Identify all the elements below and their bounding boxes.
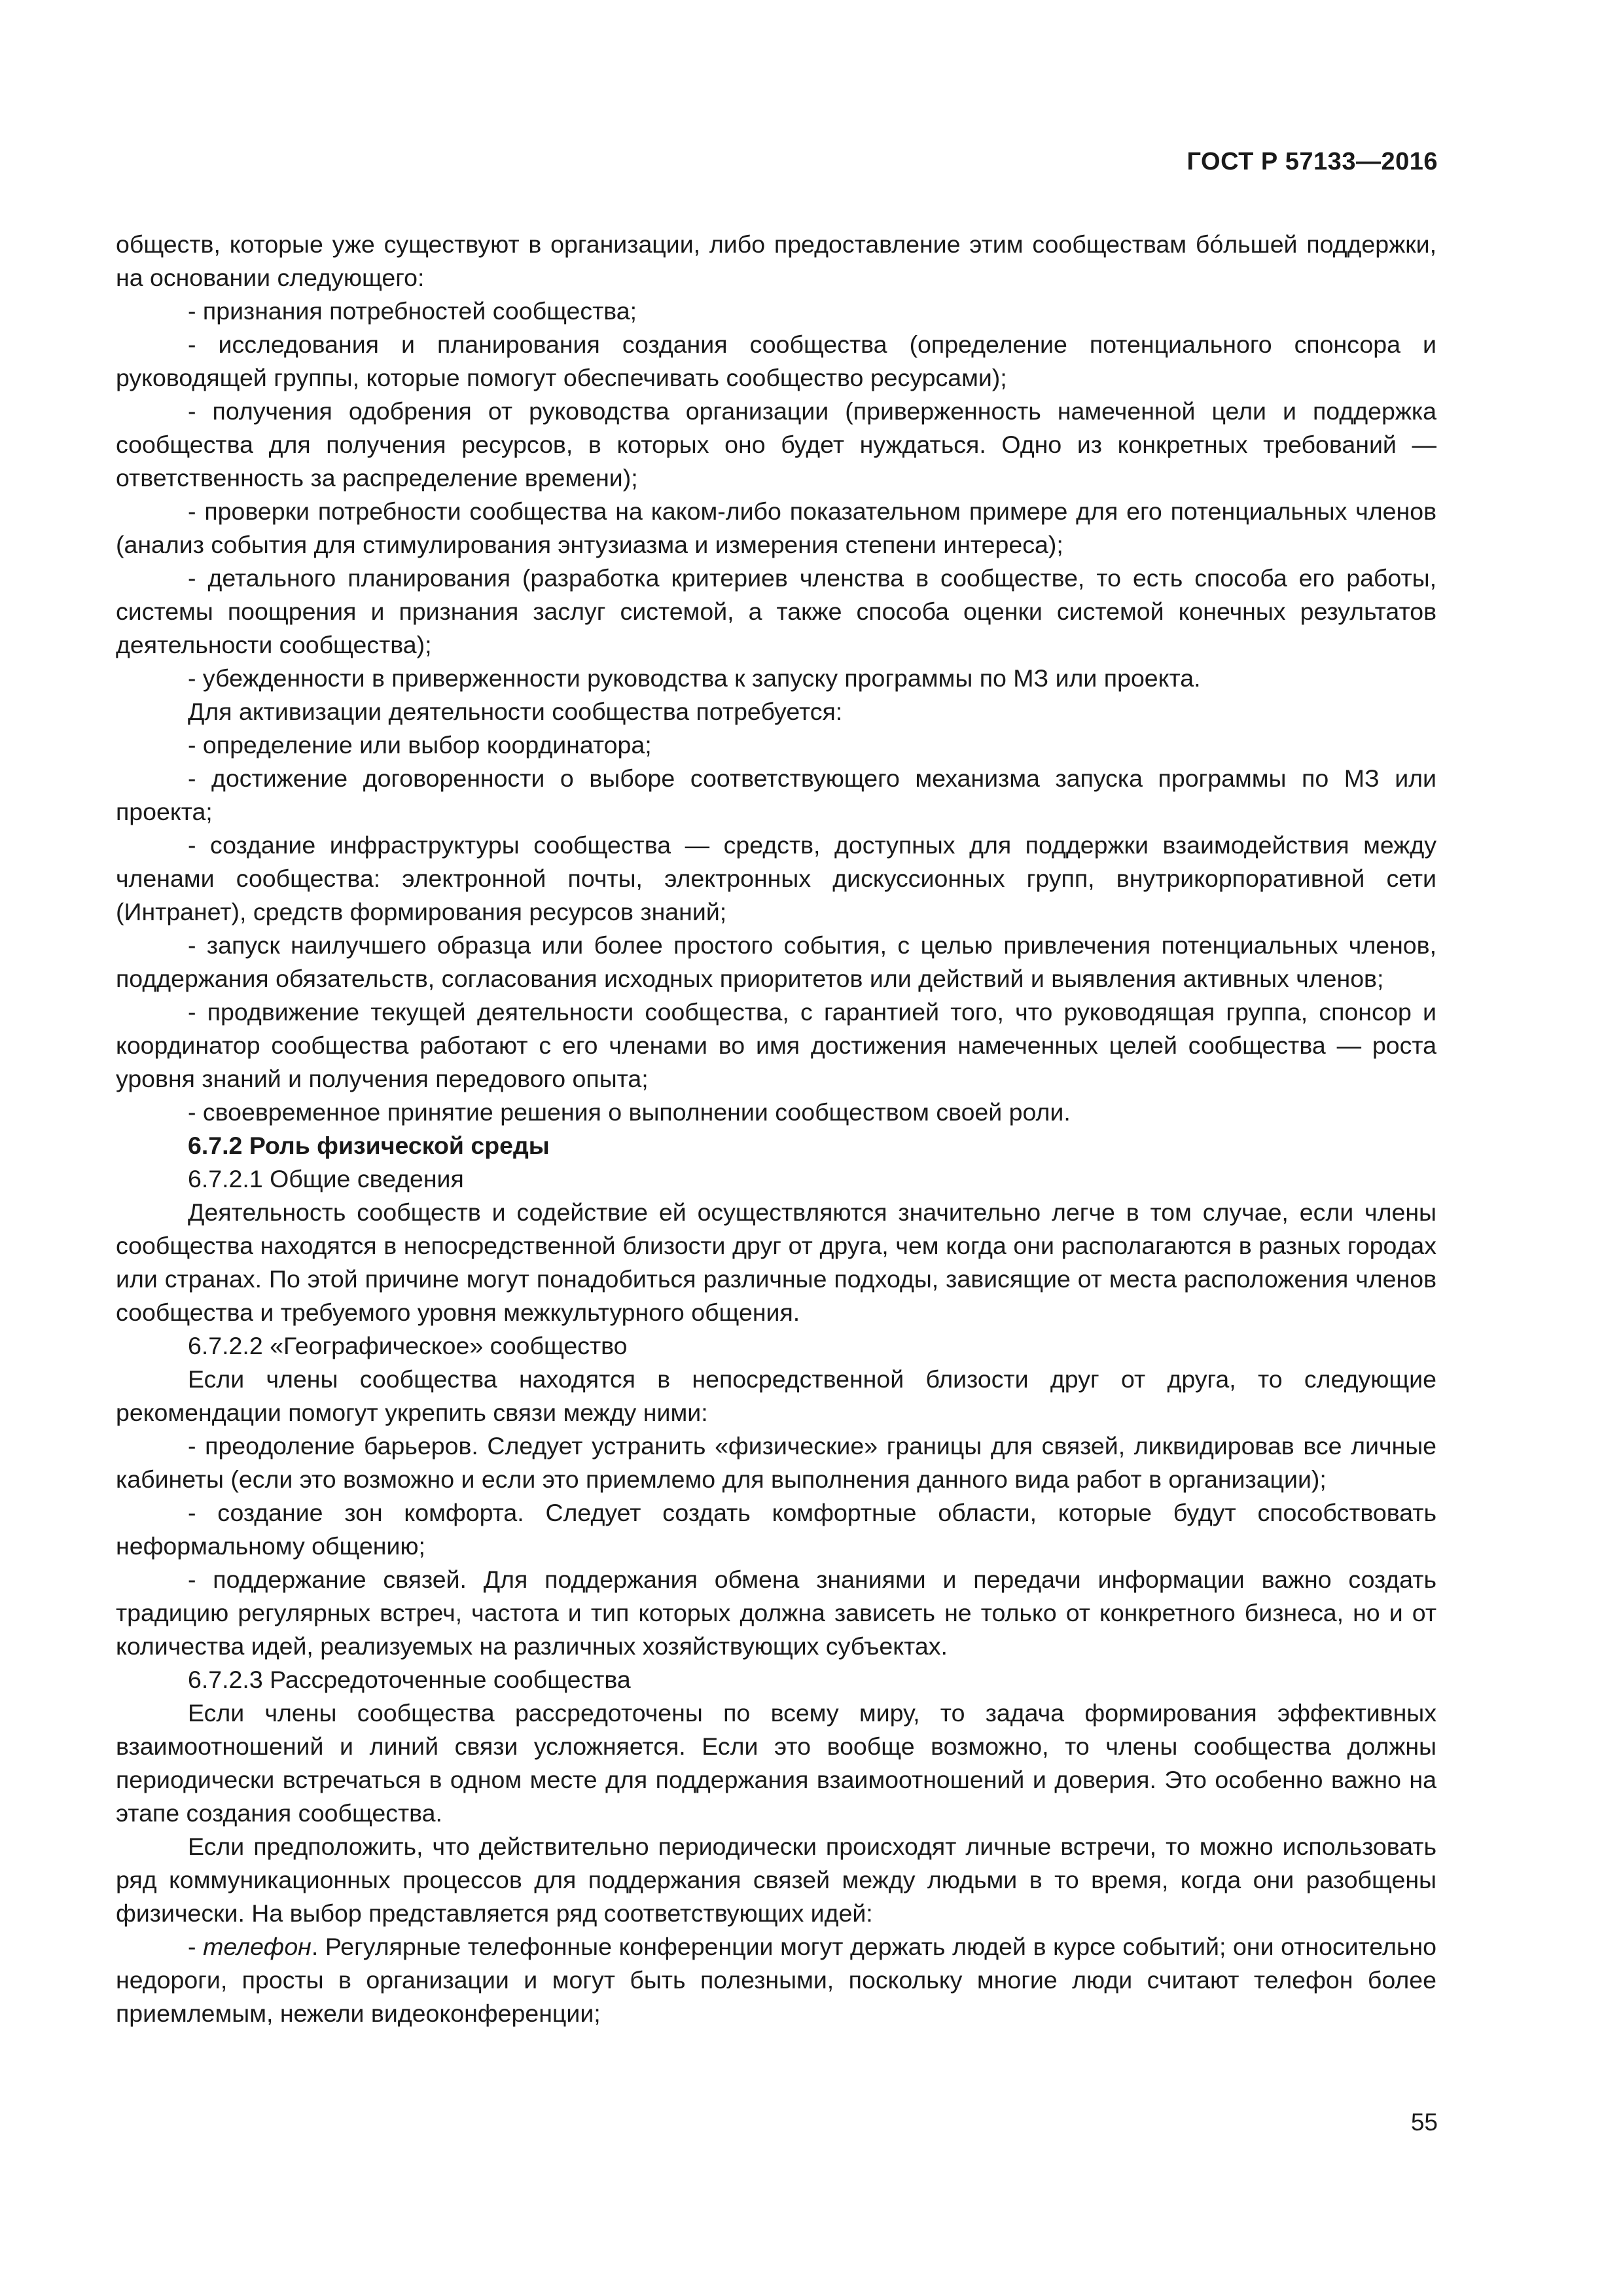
- list-item: - детального планирования (разработка критериев членства в сообществе, то есть способа его работы, системы поощрения и признания заслуг системой, а также способа оценки системой конечных результатов деятельности сообщества);: [116, 564, 1436, 658]
- list-item: - преодоление барьеров. Следует устранить «физические» границы для связей, ликвидировав все личные кабинеты (если это возможно и если это приемлемо для выполнения данного вида работ в организации);: [116, 1432, 1436, 1493]
- list-item: - исследования и планирования создания сообщества (определение потенциального спонсора и руководящей группы, которые помогут обеспечивать сообщество ресурсами);: [116, 331, 1436, 391]
- list-item: - убежденности в приверженности руководства к запуску программы по МЗ или проекта.: [188, 664, 1201, 692]
- list-item: [116, 1930, 1436, 2030]
- subsection-heading: 6.7.2.2 «Географическое» сообщество: [188, 1332, 628, 1359]
- list-item: - получения одобрения от руководства организации (приверженность намеченной цели и поддержка сообщества для получения ресурсов, в которых оно будет нуждаться. Одно из конкретных требований — ответственность за распределение времени);: [116, 397, 1436, 492]
- list-item: - продвижение текущей деятельности сообщества, с гарантией того, что руководящая группа, спонсор и координатор сообщества работают с его членами во имя достижения намеченных целей сообщества — роста уровня знаний и получения передового опыта;: [116, 998, 1436, 1092]
- paragraph: Если предположить, что действительно периодически происходят личные встречи, то можно использовать ряд коммуникационных процессов для поддержания связей между людьми в то время, когда они разобщены физически. На выбор представляется ряд соответствующих идей:: [116, 1833, 1436, 1927]
- list-item: - создание инфраструктуры сообщества — средств, доступных для поддержки взаимодействия между членами сообщества: электронной почты, электронных дискуссионных групп, внутрикорпоративной сети (Интранет), средств формирования ресурсов знаний;: [116, 831, 1436, 925]
- subsection-heading: 6.7.2.1 Общие сведения: [188, 1165, 464, 1193]
- paragraph: Если члены сообщества находятся в непосредственной близости друг от друга, то следующие рекомендации помогут укрепить связи между ними:: [116, 1365, 1436, 1426]
- list-item: - достижение договоренности о выборе соответствующего механизма запуска программы по МЗ или проекта;: [116, 764, 1436, 825]
- section-heading: 6.7.2 Роль физической среды: [188, 1132, 550, 1159]
- list-item: - определение или выбор координатора;: [188, 731, 652, 759]
- italic-term: телефон: [203, 1933, 312, 1960]
- list-item: - своевременное принятие решения о выполнении сообществом своей роли.: [188, 1098, 1071, 1126]
- list-item: - признания потребностей сообщества;: [188, 297, 637, 325]
- list-dash: -: [188, 1933, 204, 1960]
- paragraph: обществ, которые уже существуют в организации, либо предоставление этим сообществам бóльшей поддержки, на основании следующего:: [116, 230, 1436, 291]
- list-item: - поддержание связей. Для поддержания обмена знаниями и передачи информации важно создать традицию регулярных встреч, частота и тип которых должна зависеть не только от конкретного бизнеса, но и от количества идей, реализуемых на различных хозяйствующих субъектах.: [116, 1566, 1436, 1660]
- list-item: - создание зон комфорта. Следует создать комфортные области, которые будут способствовать неформальному общению;: [116, 1499, 1436, 1560]
- list-item: - запуск наилучшего образца или более простого события, с целью привлечения потенциальных членов, поддержания обязательств, согласования исходных приоритетов или действий и выявления активных членов;: [116, 931, 1436, 992]
- paragraph: Для активизации деятельности сообщества потребуется:: [188, 698, 843, 725]
- subsection-heading: 6.7.2.3 Рассредоточенные сообщества: [188, 1666, 631, 1693]
- page-number: 55: [1410, 2109, 1438, 2136]
- list-item-text: . Регулярные телефонные конференции могут держать людей в курсе событий; они относительно недороги, просты в организации и могут быть полезными, поскольку многие люди считают телефон более приемлемым, нежели видеоконференции;: [116, 1933, 1436, 2027]
- document-body: [116, 228, 1436, 2030]
- document-header: ГОСТ Р 57133—2016: [1186, 148, 1438, 175]
- paragraph: Деятельность сообществ и содействие ей осуществляются значительно легче в том случае, если члены сообщества находятся в непосредственной близости друг от друга, чем когда они располагаются в разных городах или странах. По этой причине могут понадобиться различные подходы, зависящие от места расположения членов сообщества и требуемого уровня межкультурного общения.: [116, 1198, 1436, 1326]
- paragraph: Если члены сообщества рассредоточены по всему миру, то задача формирования эффективных взаимоотношений и линий связи усложняется. Если это вообще возможно, то члены сообщества должны периодически встречаться в одном месте для поддержания взаимоотношений и доверия. Это особенно важно на этапе создания сообщества.: [116, 1699, 1436, 1827]
- list-item: - проверки потребности сообщества на каком-либо показательном примере для его потенциальных членов (анализ события для стимулирования энтузиазма и измерения степени интереса);: [116, 497, 1436, 558]
